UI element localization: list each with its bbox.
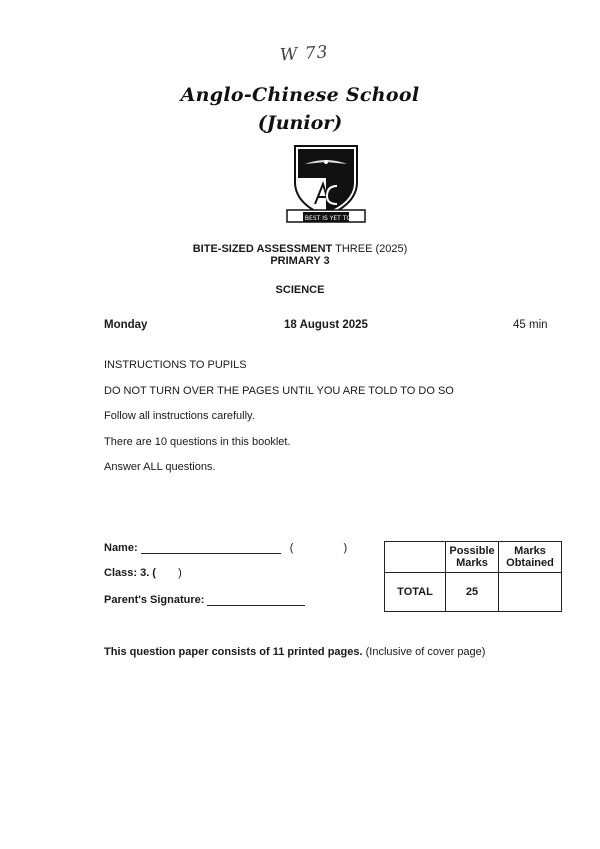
level: PRIMARY 3 [270,255,330,267]
name-label: Name: [104,542,138,554]
assessment-title-bold: BITE-SIZED ASSESSMENT [192,243,333,255]
crest-motto: THE BEST IS YET TO BE [291,215,361,222]
class-field [104,567,182,579]
exam-duration: 45 min [513,319,548,331]
class-label: Class: 3. ( [104,567,156,579]
marks-header-row [385,542,562,573]
header-marks-obtained: Marks Obtained [499,542,562,573]
school-subname: (Junior) [257,112,343,134]
instruction-item: Follow all instructions carefully. [104,410,255,422]
name-field [104,541,347,554]
handwritten-note: W 73 [279,42,330,66]
register-number-open: ( [289,542,294,554]
marks-table [384,541,562,612]
total-label: TOTAL [385,573,446,612]
instructions-heading: INSTRUCTIONS TO PUPILS [104,359,247,371]
marks-total-row [385,573,562,612]
total-possible: 25 [446,573,499,612]
name-input-line[interactable] [141,541,281,554]
signature-label: Parent's Signature: [104,594,205,606]
instruction-item: Answer ALL questions. [104,461,216,473]
instructions-warning: DO NOT TURN OVER THE PAGES UNTIL YOU ARE TOLD TO DO SO [104,385,454,397]
signature-input-line[interactable] [207,593,305,606]
assessment-title-regular: THREE (2025) [332,243,408,255]
exam-day: Monday [104,319,148,331]
signature-field [104,593,305,606]
instruction-item: There are 10 questions in this booklet. [104,436,291,448]
class-paren-close: ) [178,567,182,579]
page-count-regular: (Inclusive of cover page) [362,646,486,658]
assessment-title [0,243,600,255]
header-blank [385,542,446,573]
header-possible-marks: Possible Marks [446,542,499,573]
page-count-bold: This question paper consists of 11 printed pages. [104,646,363,658]
school-crest-icon [285,142,367,226]
subject: SCIENCE [275,284,325,296]
page-count-note [104,646,485,658]
total-obtained[interactable] [499,573,562,612]
register-number-close: ) [343,542,348,554]
exam-date: 18 August 2025 [284,319,368,331]
school-name: Anglo-Chinese School [180,84,420,106]
